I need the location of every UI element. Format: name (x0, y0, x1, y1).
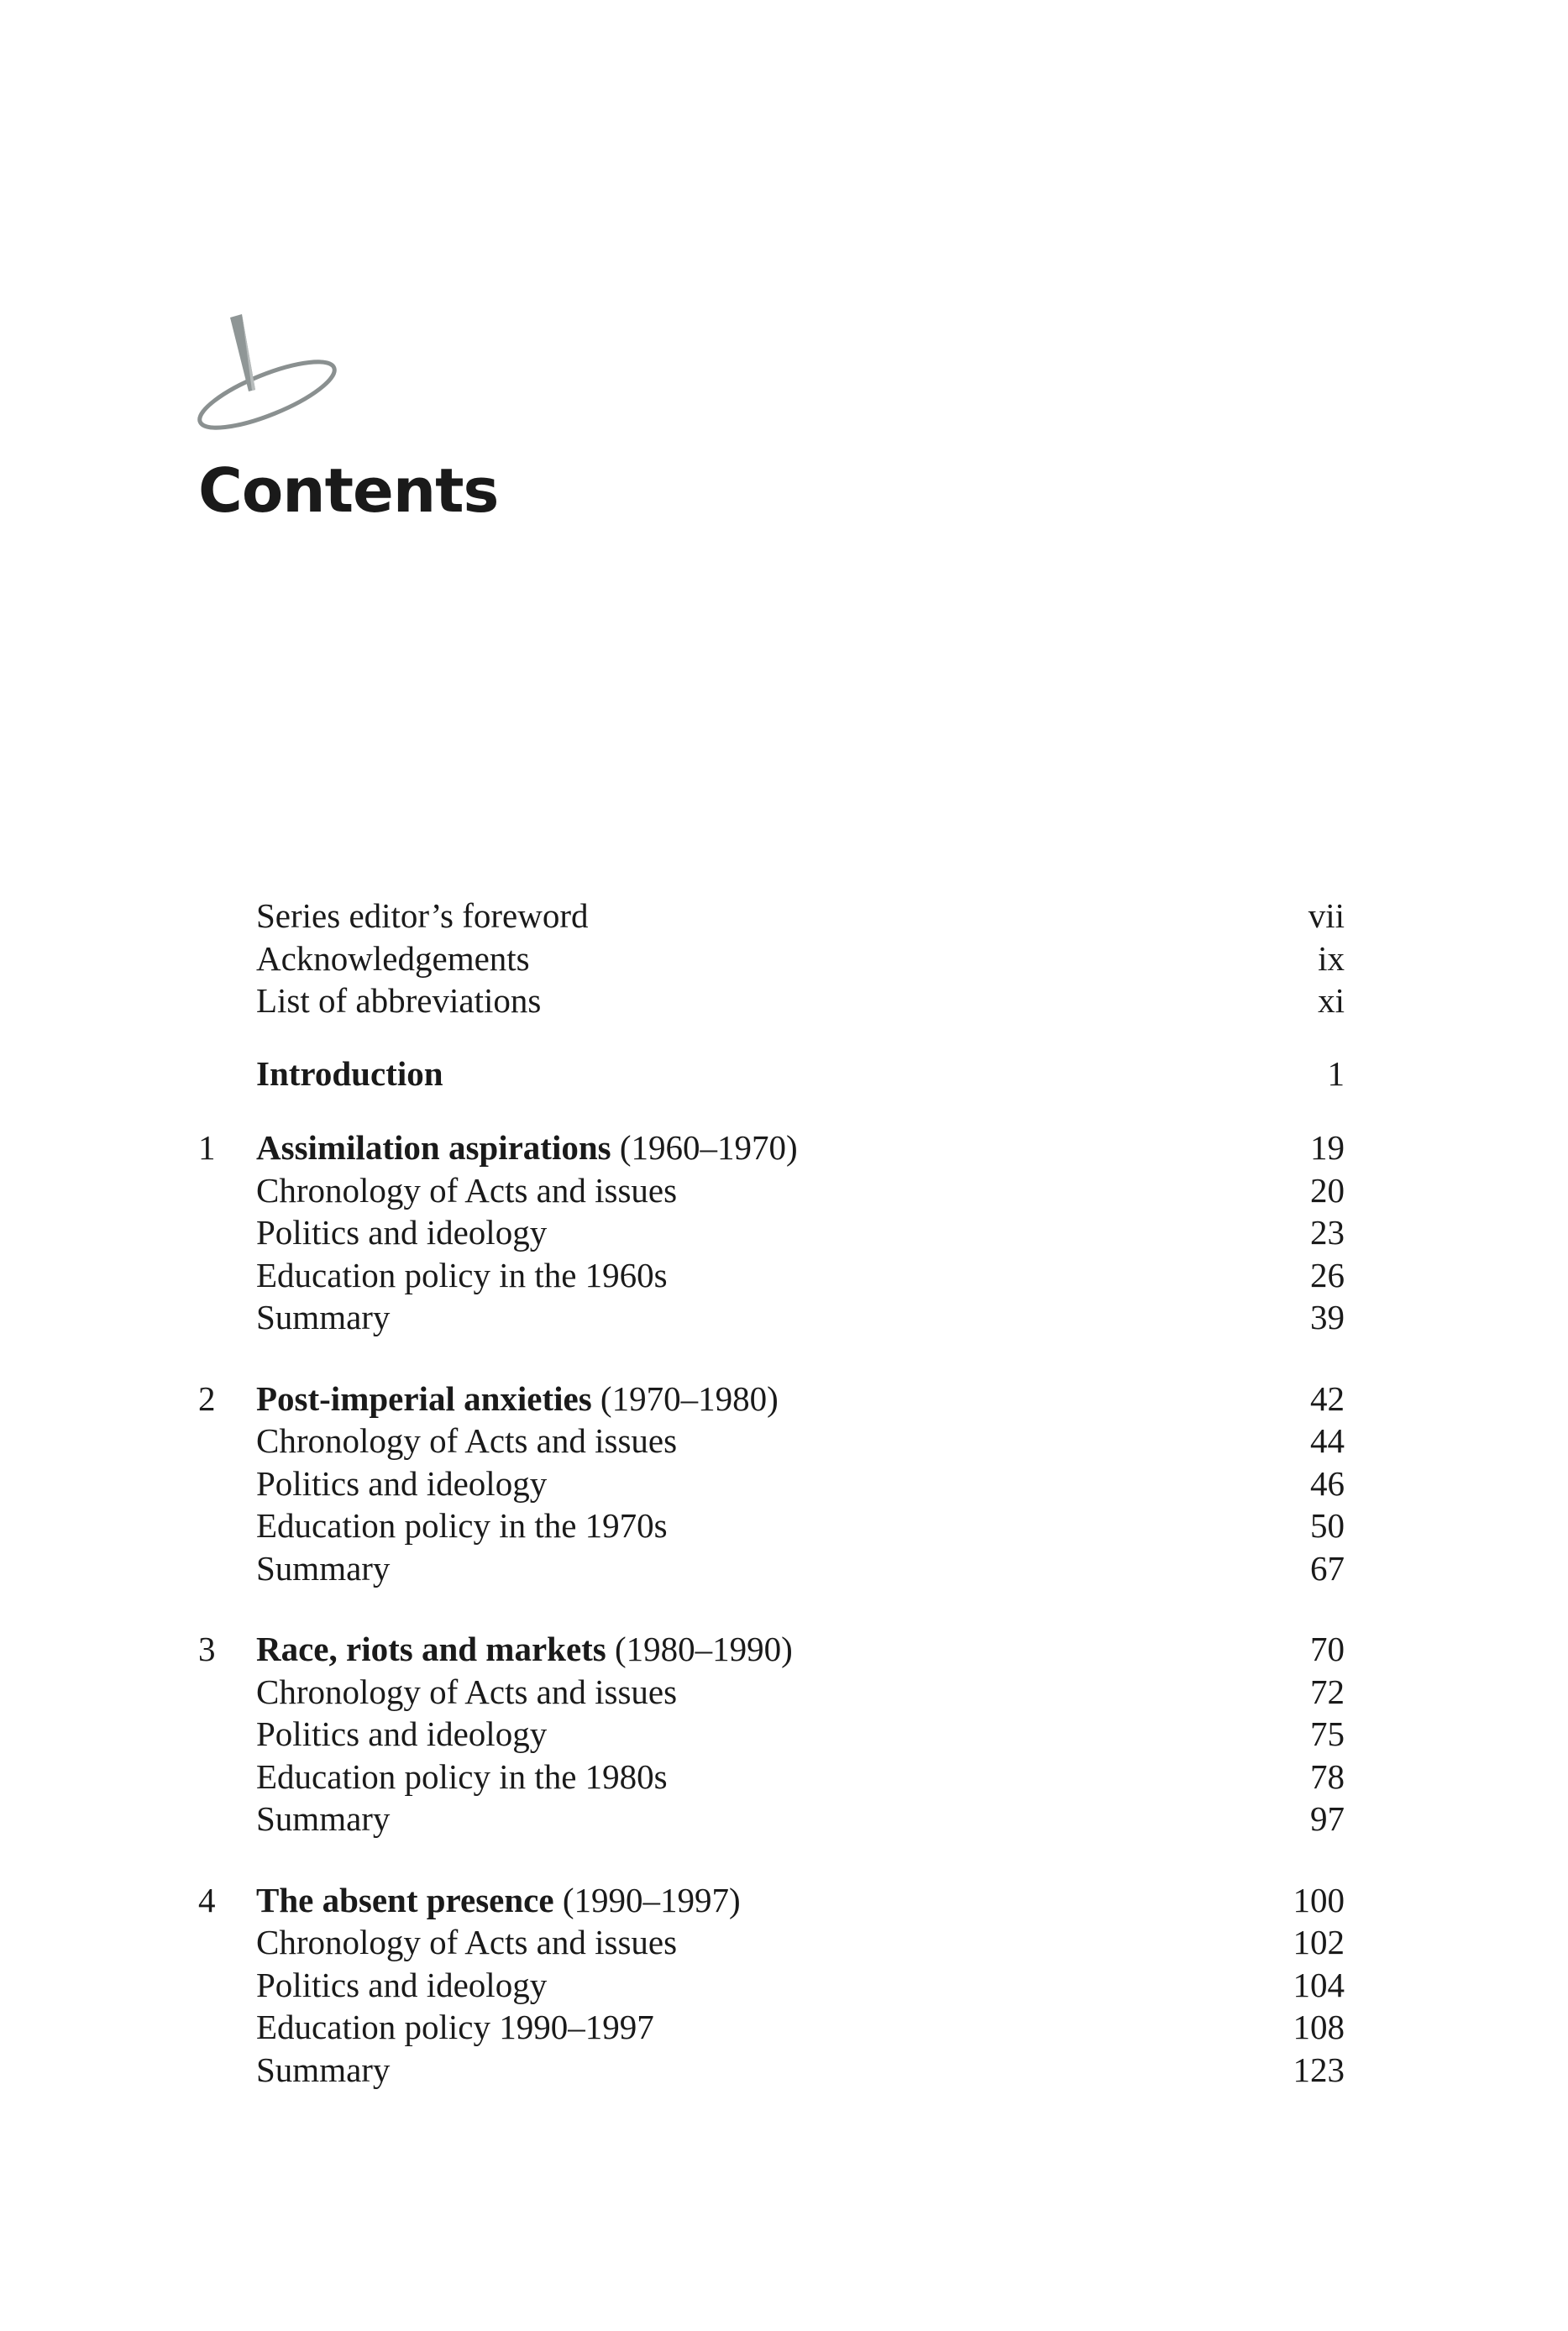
toc-entry-page: 50 (1310, 1506, 1345, 1545)
toc-entry-page: 23 (1310, 1213, 1345, 1252)
chapter-title: The absent presence (256, 1880, 554, 1919)
chapter-title: Post-imperial anxieties (256, 1378, 592, 1418)
toc-entry-page: 42 (1310, 1378, 1345, 1418)
toc-entry-page: 100 (1293, 1880, 1345, 1919)
chapter-dates: (1970–1980) (591, 1378, 779, 1418)
toc-entry-page: 20 (1310, 1170, 1345, 1210)
toc-section[interactable] (198, 1756, 1345, 1798)
toc-section[interactable] (198, 1713, 1345, 1756)
toc-section[interactable] (198, 1169, 1345, 1212)
chapter-heading (256, 1126, 1310, 1169)
toc-section[interactable] (198, 1921, 1345, 1964)
toc-entry-page: 72 (1310, 1672, 1345, 1711)
introduction-group (198, 1053, 1345, 1095)
toc-section[interactable] (198, 1504, 1345, 1547)
toc-entry-label: List of abbreviations (256, 981, 542, 1020)
toc-entry-page: ix (1318, 938, 1345, 978)
chapter-4-group (198, 1879, 1345, 2092)
chapter-dates: (1960–1970) (611, 1128, 798, 1167)
chapter-heading (256, 1378, 1310, 1420)
toc-entry-page: 19 (1310, 1128, 1345, 1167)
toc-entry-page: 108 (1293, 2008, 1345, 2046)
toc-entry-page: 70 (1310, 1630, 1345, 1668)
toc-entry-page: 26 (1310, 1255, 1345, 1294)
toc-entry-label: Summary (256, 2050, 391, 2089)
toc-entry-page: 75 (1310, 1714, 1345, 1753)
chapter-number: 1 (198, 1128, 216, 1167)
toc-entry-label: Acknowledgements (256, 938, 530, 978)
toc-section[interactable] (198, 1671, 1345, 1714)
toc-entry-page: xi (1318, 981, 1345, 1020)
table-of-contents (198, 895, 1345, 2091)
toc-entry-page: 67 (1310, 1548, 1345, 1588)
chapter-heading (256, 1879, 1293, 1922)
toc-entry-series-foreword[interactable] (198, 895, 1345, 937)
toc-chapter-4[interactable] (198, 1879, 1345, 1922)
toc-entry-page: 1 (1327, 1053, 1345, 1093)
toc-section[interactable] (198, 1420, 1345, 1462)
toc-section[interactable] (198, 2006, 1345, 2049)
toc-entry-page: 78 (1310, 1756, 1345, 1796)
toc-entry-label: Politics and ideology (256, 1714, 548, 1753)
toc-section[interactable] (198, 2049, 1345, 2092)
toc-entry-label: Politics and ideology (256, 1463, 548, 1503)
chapter-title: Race, riots and markets (256, 1630, 606, 1668)
chapter-number: 4 (198, 1880, 216, 1919)
toc-entry-page: 46 (1310, 1463, 1345, 1503)
toc-chapter-1[interactable] (198, 1126, 1345, 1169)
toc-entry-label: Chronology of Acts and issues (256, 1170, 678, 1210)
chapter-dates: (1980–1990) (606, 1630, 793, 1668)
toc-entry-page: 104 (1293, 1965, 1345, 2004)
toc-entry-page: 123 (1293, 2050, 1345, 2089)
toc-entry-label: Politics and ideology (256, 1213, 548, 1252)
toc-entry-page: 102 (1293, 1923, 1345, 1961)
chapter-3-group (198, 1628, 1345, 1840)
chapter-number: 3 (198, 1630, 216, 1668)
toc-chapter-2[interactable] (198, 1378, 1345, 1420)
front-matter-list (198, 895, 1345, 1022)
toc-entry-label: Summary (256, 1298, 391, 1336)
toc-entry-page: 44 (1310, 1421, 1345, 1460)
toc-chapter-3[interactable] (198, 1628, 1345, 1671)
chapter-1-group (198, 1126, 1345, 1339)
toc-entry-introduction[interactable] (198, 1053, 1345, 1095)
toc-entry-page: vii (1308, 896, 1345, 935)
toc-section[interactable] (198, 1254, 1345, 1297)
chapter-number: 2 (198, 1378, 216, 1418)
toc-entry-label: Education policy in the 1970s (256, 1506, 668, 1545)
toc-section[interactable] (198, 1296, 1345, 1339)
toc-entry-label: Series editor’s foreword (256, 896, 589, 935)
toc-entry-label: Summary (256, 1548, 391, 1588)
chapter-dates: (1990–1997) (553, 1880, 741, 1919)
toc-entry-label: Chronology of Acts and issues (256, 1672, 678, 1711)
toc-section[interactable] (198, 1211, 1345, 1254)
page-title: Contents (198, 455, 499, 526)
toc-section[interactable] (198, 1964, 1345, 2007)
compass-ring-icon (193, 312, 344, 430)
chapter-title: Assimilation aspirations (256, 1128, 611, 1167)
toc-entry-label: Politics and ideology (256, 1965, 548, 2004)
toc-section[interactable] (198, 1547, 1345, 1590)
toc-entry-label: Introduction (256, 1053, 443, 1093)
toc-entry-label: Summary (256, 1799, 391, 1838)
toc-entry-page: 97 (1310, 1799, 1345, 1838)
toc-section[interactable] (198, 1798, 1345, 1840)
toc-entry-abbreviations[interactable] (198, 979, 1345, 1022)
toc-entry-page: 39 (1310, 1298, 1345, 1336)
toc-entry-label: Chronology of Acts and issues (256, 1923, 678, 1961)
toc-entry-label: Education policy in the 1960s (256, 1255, 668, 1294)
chapter-2-group (198, 1378, 1345, 1590)
toc-entry-acknowledgements[interactable] (198, 937, 1345, 980)
chapter-heading (256, 1628, 1310, 1671)
toc-section[interactable] (198, 1462, 1345, 1505)
toc-entry-label: Education policy in the 1980s (256, 1756, 668, 1796)
toc-entry-label: Chronology of Acts and issues (256, 1421, 678, 1460)
toc-entry-label: Education policy 1990–1997 (256, 2008, 654, 2046)
